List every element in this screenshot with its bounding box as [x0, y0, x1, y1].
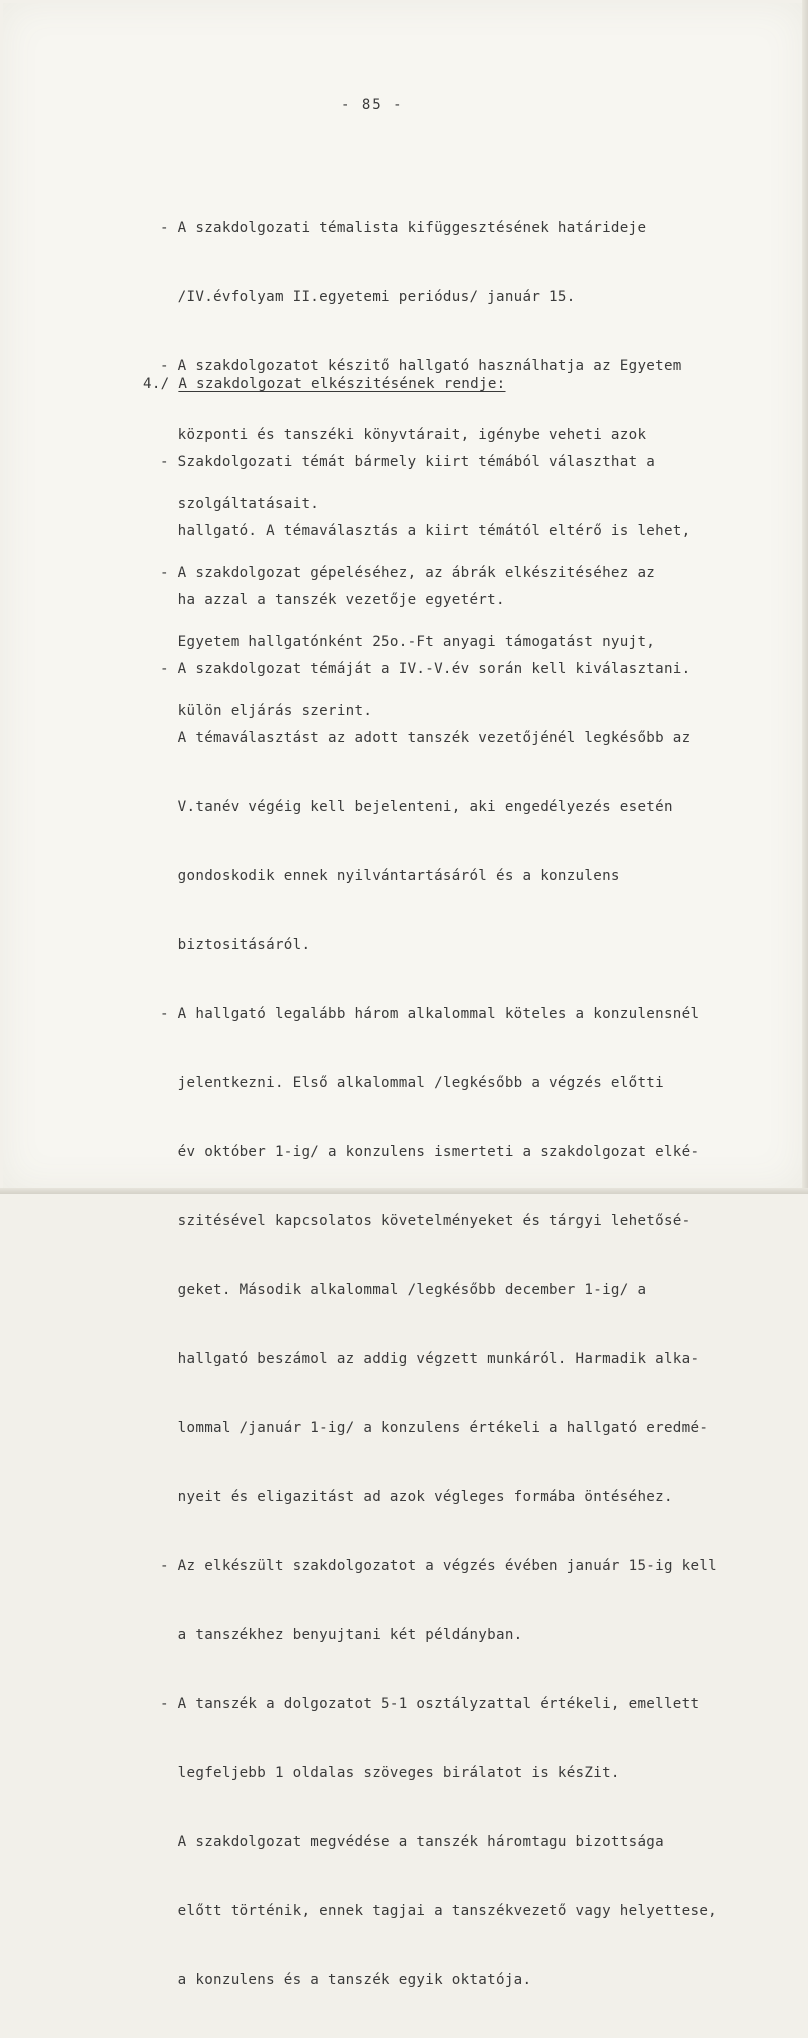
text-line: - Az elkészült szakdolgozatot a végzés évében január 15-ig kell — [160, 1558, 718, 1574]
text-line: központi és tanszéki könyvtárait, igénybe veheti azok — [160, 427, 647, 443]
text-line: A szakdolgozat megvédése a tanszék háromtagu bizottsága — [160, 1834, 664, 1850]
text-line: A témaválasztást az adott tanszék vezetőjénél legkésőbb az — [160, 730, 691, 746]
text-line: Egyetem hallgatónként 25o.-Ft anyagi támogatást nyujt, — [160, 634, 656, 650]
text-line: gondoskodik ennek nyilvántartásáról és a konzulens — [160, 868, 620, 884]
text-line: - A szakdolgozati témalista kifüggesztésének határideje — [160, 220, 647, 236]
text-line: előtt történik, ennek tagjai a tanszékvezető vagy helyettese, — [160, 1903, 718, 1919]
text-line: - Szakdolgozati témát bármely kiirt témából választhat a — [160, 454, 656, 470]
text-line: /IV.évfolyam II.egyetemi periódus/ január 15. — [160, 289, 576, 305]
text-line: - A szakdolgozat gépeléséhez, az ábrák elkészitéséhez az — [160, 565, 656, 581]
text-line: V.tanév végéig kell bejelenteni, aki engedélyezés esetén — [160, 799, 673, 815]
text-line: biztositásáról. — [160, 937, 311, 953]
text-line: - A szakdolgozatot készitő hallgató használhatja az Egyetem — [160, 358, 682, 374]
page-number: - 85 - — [341, 97, 404, 113]
section-heading — [143, 376, 506, 392]
section-number: 4./ — [143, 376, 170, 392]
page-edge-shadow — [802, 0, 808, 1194]
text-line: jelentkezni. Első alkalommal /legkésőbb a végzés előtti — [160, 1075, 664, 1091]
section-text-block — [160, 405, 717, 2038]
page-edge-shadow — [0, 1188, 808, 1194]
text-line: legfeljebb 1 oldalas szöveges birálatot is késZit. — [160, 1765, 620, 1781]
text-line: geket. Második alkalommal /legkésőbb december 1-ig/ a — [160, 1282, 647, 1298]
text-line: a tanszékhez benyujtani két példányban. — [160, 1627, 523, 1643]
text-line: ha azzal a tanszék vezetője egyetért. — [160, 592, 505, 608]
text-line: - A tanszék a dolgozatot 5-1 osztályzattal értékeli, emellett — [160, 1696, 700, 1712]
text-line: év október 1-ig/ a konzulens ismerteti a szakdolgozat elké- — [160, 1144, 700, 1160]
text-line: szitésével kapcsolatos követelményeket és tárgyi lehetősé- — [160, 1213, 691, 1229]
text-line: - A szakdolgozat témáját a IV.-V.év során kell kiválasztani. — [160, 661, 691, 677]
text-line: hallgató beszámol az addig végzett munkáról. Harmadik alka- — [160, 1351, 700, 1367]
text-line: hallgató. A témaválasztás a kiirt témától eltérő is lehet, — [160, 523, 691, 539]
section-title: A szakdolgozat elkészitésének rendje: — [178, 376, 506, 392]
text-line: lommal /január 1-ig/ a konzulens értékeli a hallgató eredmé- — [160, 1420, 709, 1436]
text-line: szolgáltatásait. — [160, 496, 320, 512]
text-line: nyeit és eligazitást ad azok végleges formába öntéséhez. — [160, 1489, 673, 1505]
text-line: a konzulens és a tanszék egyik oktatója. — [160, 1972, 532, 1988]
document-page — [3, 3, 803, 1988]
text-line: külön eljárás szerint. — [160, 703, 373, 719]
text-line: - A hallgató legalább három alkalommal köteles a konzulensnél — [160, 1006, 700, 1022]
